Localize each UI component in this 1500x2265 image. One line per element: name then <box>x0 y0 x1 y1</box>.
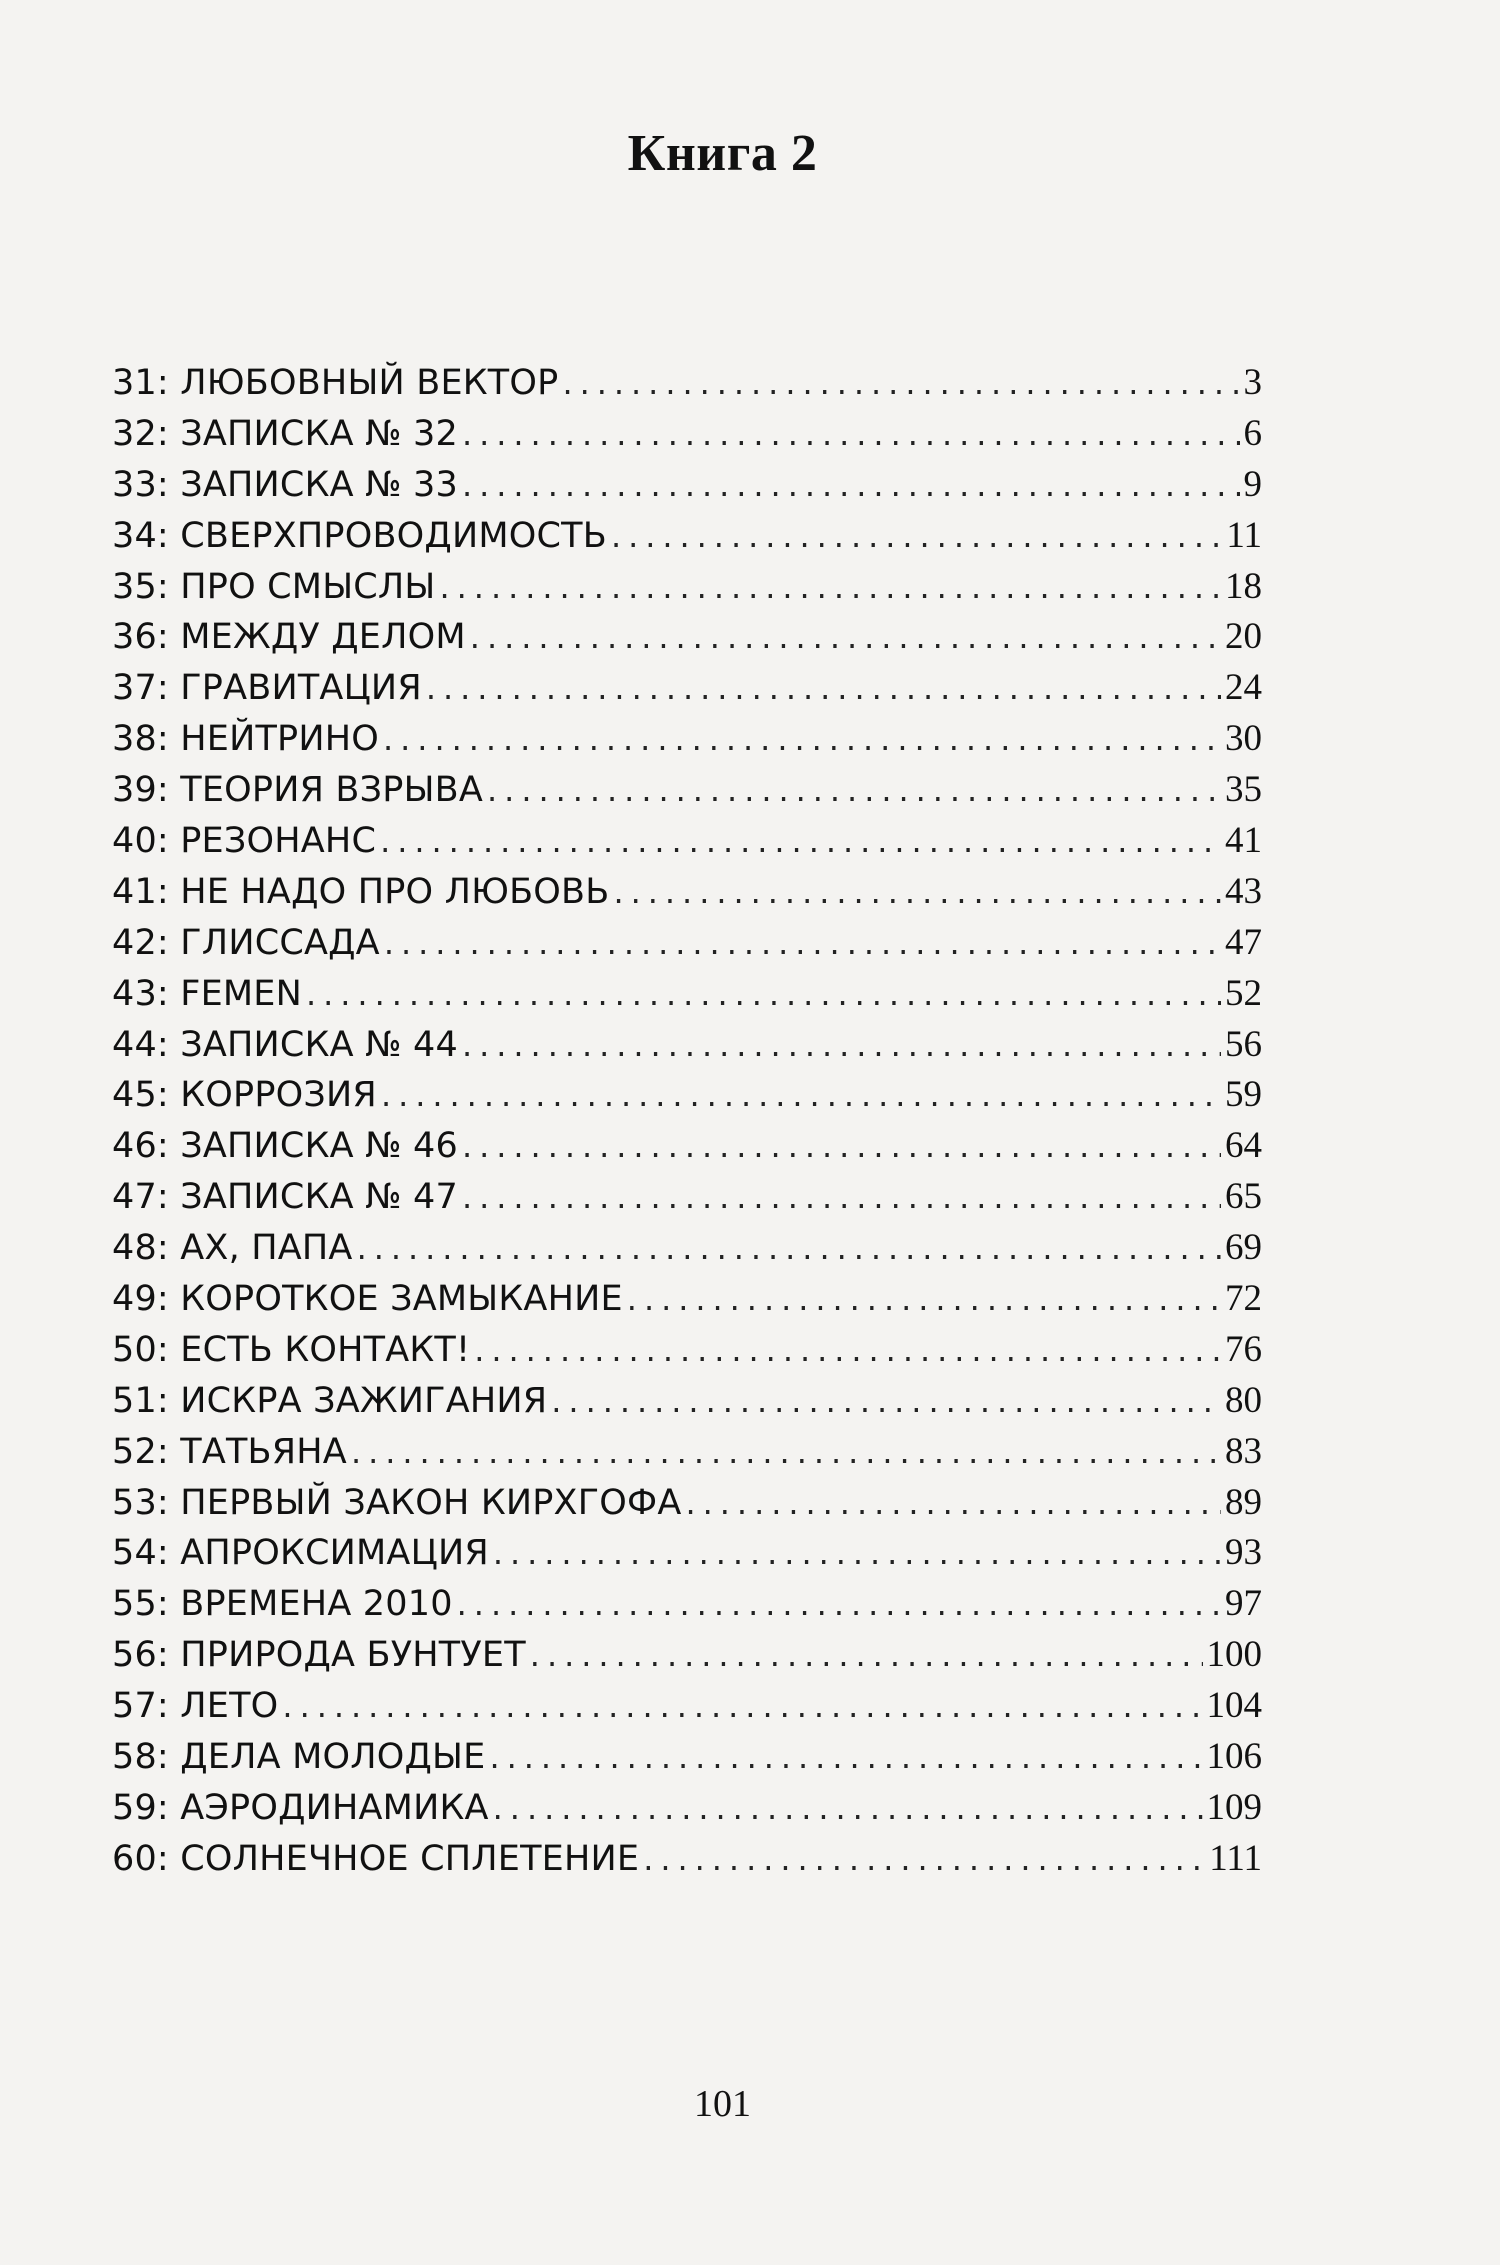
toc-entry-title: 42: ГЛИССАДА <box>112 922 380 963</box>
toc-dot-leader <box>282 1681 1202 1732</box>
toc-entry <box>112 562 1262 613</box>
toc-entry <box>112 1783 1262 1834</box>
toc-entry-title: 56: ПРИРОДА БУНТУЕТ <box>112 1635 526 1676</box>
toc-entry-title: 33: ЗАПИСКА № 33 <box>112 464 458 505</box>
toc-dot-leader <box>357 1223 1221 1274</box>
toc-entry-page: 9 <box>1243 463 1262 505</box>
toc-dot-leader <box>462 409 1240 460</box>
toc-entry-title: 35: ПРО СМЫСЛЫ <box>112 566 436 607</box>
toc-entry <box>112 1325 1262 1376</box>
toc-dot-leader <box>562 358 1239 409</box>
toc-entry <box>112 1834 1262 1885</box>
toc-entry-title: 37: ГРАВИТАЦИЯ <box>112 668 422 709</box>
toc-entry-page: 20 <box>1225 616 1262 658</box>
toc-entry-page: 89 <box>1225 1481 1262 1523</box>
toc-entry <box>112 511 1262 562</box>
toc-entry <box>112 460 1262 511</box>
toc-entry <box>112 918 1262 969</box>
toc-dot-leader <box>530 1630 1203 1681</box>
toc-dot-leader <box>462 1172 1221 1223</box>
toc-entry <box>112 1427 1262 1478</box>
toc-entry-page: 72 <box>1225 1278 1262 1320</box>
toc-entry <box>112 1528 1262 1579</box>
toc-entry <box>112 867 1262 918</box>
toc-dot-leader <box>493 1528 1221 1579</box>
toc-entry-title: 55: ВРЕМЕНА 2010 <box>112 1584 453 1625</box>
toc-entry-title: 32: ЗАПИСКА № 32 <box>112 413 458 454</box>
toc-entry-title: 51: ИСКРА ЗАЖИГАНИЯ <box>112 1380 548 1421</box>
toc-dot-leader <box>487 765 1221 816</box>
toc-entry <box>112 1020 1262 1071</box>
toc-entry-title: 40: РЕЗОНАНС <box>112 821 377 862</box>
page-title: Книга 2 <box>627 125 818 182</box>
toc-entry-title: 50: ЕСТЬ КОНТАКТ! <box>112 1329 471 1370</box>
toc-entry-title: 53: ПЕРВЫЙ ЗАКОН КИРХГОФА <box>112 1482 682 1523</box>
toc-entry-title: 43: FEMEN <box>112 973 302 1014</box>
toc-entry-page: 35 <box>1225 769 1262 811</box>
toc-entry-page: 64 <box>1225 1125 1262 1167</box>
toc-dot-leader <box>489 1732 1202 1783</box>
toc-entry-title: 38: НЕЙТРИНО <box>112 719 380 760</box>
toc-entry-page: 41 <box>1225 820 1262 862</box>
toc-entry-title: 41: НЕ НАДО ПРО ЛЮБОВЬ <box>112 871 610 912</box>
toc-entry-title: 47: ЗАПИСКА № 47 <box>112 1177 458 1218</box>
toc-dot-leader <box>627 1274 1221 1325</box>
toc-entry <box>112 1070 1262 1121</box>
toc-entry-page: 6 <box>1243 412 1262 454</box>
toc-entry <box>112 765 1262 816</box>
toc-dot-leader <box>462 1020 1221 1071</box>
toc-entry-page: 93 <box>1225 1532 1262 1574</box>
toc-entry-title: 36: МЕЖДУ ДЕЛОМ <box>112 617 466 658</box>
toc-entry-page: 11 <box>1226 514 1262 556</box>
toc-dot-leader <box>384 918 1221 969</box>
toc-entry-page: 97 <box>1225 1583 1262 1625</box>
toc-dot-leader <box>493 1783 1203 1834</box>
toc-dot-leader <box>462 1121 1221 1172</box>
toc-dot-leader <box>351 1427 1221 1478</box>
toc-entry-page: 80 <box>1225 1379 1262 1421</box>
toc-dot-leader <box>474 1325 1221 1376</box>
toc-entry <box>112 663 1262 714</box>
toc-entry-title: 45: КОРРОЗИЯ <box>112 1075 377 1116</box>
toc-entry-page: 56 <box>1225 1023 1262 1065</box>
toc-dot-leader <box>383 714 1221 765</box>
toc-dot-leader <box>551 1376 1221 1427</box>
toc-entry-page: 59 <box>1225 1074 1262 1116</box>
toc-entry <box>112 1681 1262 1732</box>
toc-entry-page: 43 <box>1225 870 1262 912</box>
toc-entry-page: 3 <box>1243 362 1262 403</box>
toc-entry-page: 52 <box>1225 972 1262 1014</box>
toc-entry-title: 58: ДЕЛА МОЛОДЫЕ <box>112 1737 486 1778</box>
table-of-contents <box>112 358 1262 1885</box>
toc-dot-leader <box>440 562 1221 613</box>
toc-entry-page: 83 <box>1225 1430 1262 1472</box>
toc-entry <box>112 1478 1262 1529</box>
toc-dot-leader <box>686 1478 1222 1529</box>
toc-dot-leader <box>470 612 1221 663</box>
toc-entry-page: 65 <box>1225 1176 1262 1218</box>
toc-entry <box>112 1630 1262 1681</box>
toc-entry <box>112 816 1262 867</box>
toc-entry-page: 106 <box>1206 1736 1262 1778</box>
toc-entry <box>112 714 1262 765</box>
toc-entry-page: 104 <box>1206 1685 1262 1727</box>
toc-entry-page: 69 <box>1225 1227 1262 1269</box>
toc-entry-page: 100 <box>1206 1634 1262 1676</box>
toc-dot-leader <box>611 511 1222 562</box>
toc-dot-leader <box>613 867 1221 918</box>
toc-entry-title: 49: КОРОТКОЕ ЗАМЫКАНИЕ <box>112 1279 623 1320</box>
toc-entry-title: 34: СВЕРХПРОВОДИМОСТЬ <box>112 515 607 556</box>
page-number: 101 <box>694 2083 751 2125</box>
toc-entry <box>112 1274 1262 1325</box>
toc-entry-title: 44: ЗАПИСКА № 44 <box>112 1024 458 1065</box>
toc-entry-title: 31: ЛЮБОВНЫЙ ВЕКТОР <box>112 363 559 403</box>
toc-entry-title: 52: ТАТЬЯНА <box>112 1431 347 1472</box>
toc-entry <box>112 1579 1262 1630</box>
toc-entry <box>112 1376 1262 1427</box>
toc-dot-leader <box>380 816 1221 867</box>
toc-entry <box>112 358 1262 409</box>
toc-entry-page: 111 <box>1209 1837 1262 1879</box>
toc-entry-title: 48: АХ, ПАПА <box>112 1228 353 1269</box>
toc-entry-title: 57: ЛЕТО <box>112 1686 279 1727</box>
toc-entry-title: 46: ЗАПИСКА № 46 <box>112 1126 458 1167</box>
toc-entry-title: 59: АЭРОДИНАМИКА <box>112 1787 489 1828</box>
toc-entry-title: 39: ТЕОРИЯ ВЗРЫВА <box>112 770 484 811</box>
toc-entry <box>112 1121 1262 1172</box>
toc-entry <box>112 969 1262 1020</box>
toc-dot-leader <box>426 663 1221 714</box>
toc-entry-page: 47 <box>1225 921 1262 963</box>
toc-entry <box>112 1172 1262 1223</box>
toc-entry <box>112 1732 1262 1783</box>
toc-entry <box>112 409 1262 460</box>
toc-entry-page: 24 <box>1225 667 1262 709</box>
toc-entry-page: 109 <box>1206 1786 1262 1828</box>
toc-entry-title: 60: СОЛНЕЧНОЕ СПЛЕТЕНИЕ <box>112 1838 640 1879</box>
toc-entry-page: 18 <box>1225 565 1262 607</box>
toc-entry-page: 76 <box>1225 1328 1262 1370</box>
toc-entry <box>112 1223 1262 1274</box>
toc-entry-page: 30 <box>1225 718 1262 760</box>
toc-dot-leader <box>462 460 1240 511</box>
toc-dot-leader <box>457 1579 1221 1630</box>
toc-dot-leader <box>381 1070 1221 1121</box>
toc-dot-leader <box>643 1834 1205 1885</box>
toc-dot-leader <box>306 969 1221 1020</box>
toc-entry <box>112 612 1262 663</box>
toc-entry-title: 54: АПРОКСИМАЦИЯ <box>112 1533 489 1574</box>
